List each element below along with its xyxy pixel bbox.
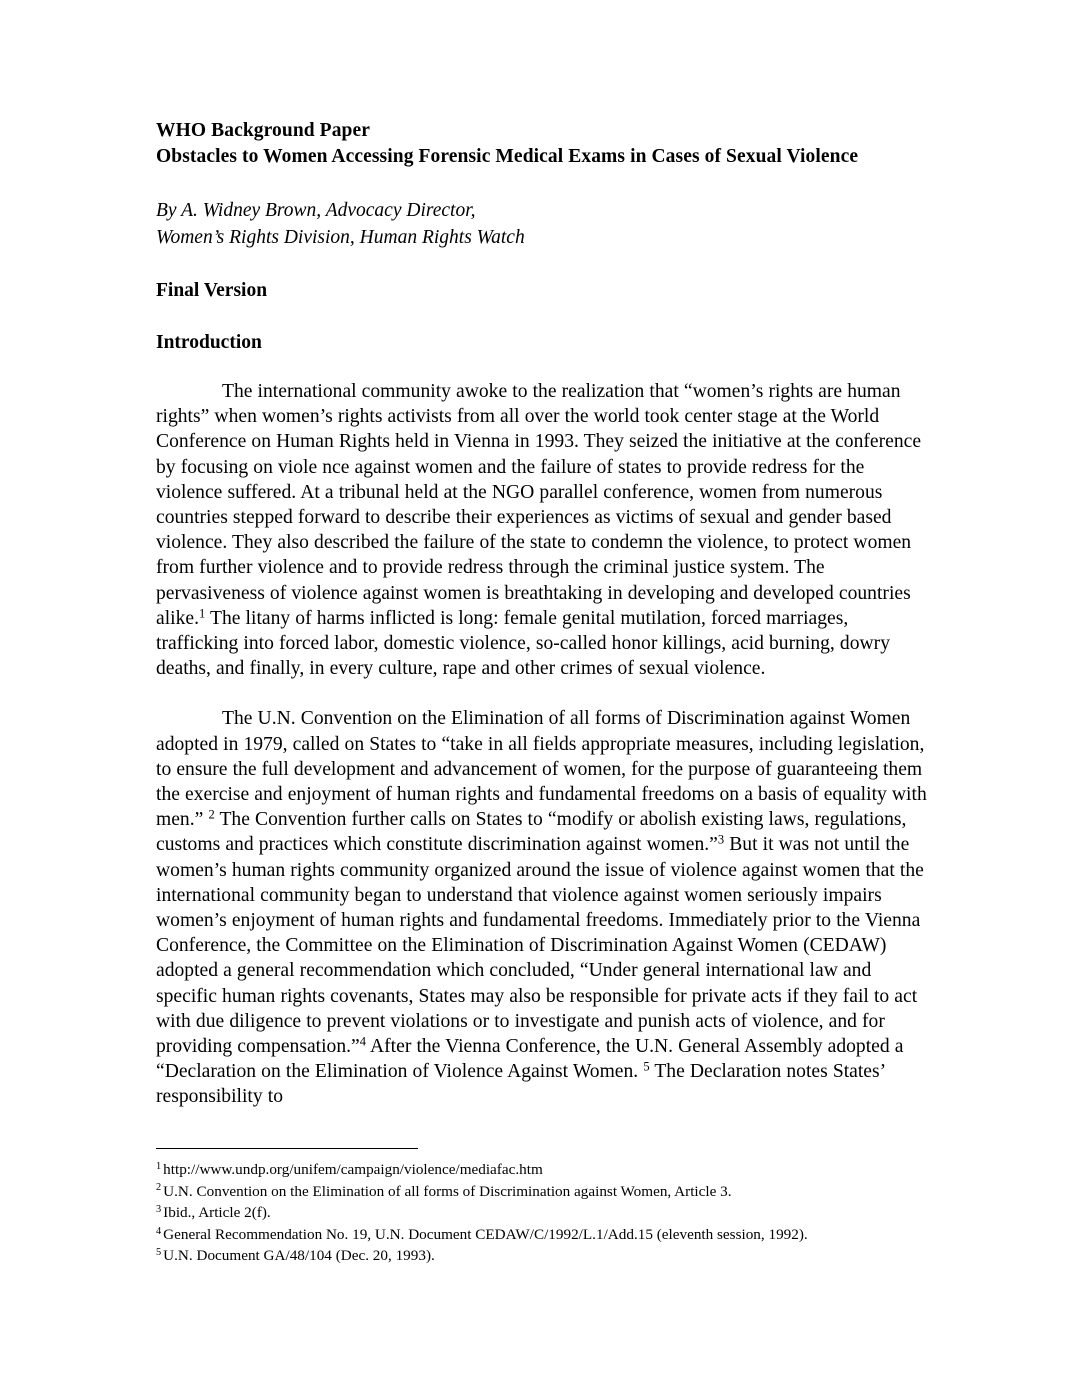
footnote-marker-1: 1 xyxy=(156,1160,162,1172)
footnote-separator-rule xyxy=(156,1148,418,1149)
spacer-after-heading xyxy=(156,356,942,379)
footnote-text: U.N. Document GA/48/104 (Dec. 20, 1993). xyxy=(163,1247,435,1265)
body-paragraph-2: The U.N. Convention on the Elimination of all forms of Discrimination against Women adopted in 1979, called on States to “take in all fields appropriate measures, including legislation, to ensure the full development and advancement of women, for the purpose of guaranteeing them the exercise and enjoyment of human rights and fundamental freedoms on a basis of equality with men.” $^2$ The Convention further calls on States to “modify or abolish existing laws, regulations, customs and practices which constitute discrimination against women.”$^3$ But it was not until the women’s human rights community organized around the issue of violence against women that the international community began to understand that violence against women seriously impairs women’s enjoyment of human rights and fundamental freedoms. Immediately prior to the Vienna Conference, the Committee on the Elimination of Discrimination Against Women (CEDAW) adopted a general recommendation which concluded, “Under general international law and specific human rights covenants, States may also be responsible for private acts if they fail to act with due diligence to prevent violations or to investigate and punish acts of violence, and for providing compensation.”$^4$ After the Vienna Conference, the U.N. General Assembly adopted a “Declaration on the Elimination of Violence Against Women. $^5$ The Declaration notes States’ responsibility to xyxy=(156,708,927,1108)
byline-line-2: Women’s Rights Division, Human Rights Watch xyxy=(156,227,525,248)
footnote-reference-3[interactable]: 3 xyxy=(717,832,725,847)
document-version-label: Final Version xyxy=(156,280,268,301)
paragraph-spacer xyxy=(156,681,942,706)
footnote-marker-5: 5 xyxy=(156,1247,162,1259)
footnote-text: Ibid., Article 2(f). xyxy=(163,1204,271,1222)
title-line-1: WHO Background Paper xyxy=(156,120,370,141)
footnotes-section xyxy=(156,1148,956,1267)
footnote-item-2 xyxy=(156,1181,956,1203)
byline-line-1: By A. Widney Brown, Advocacy Director, xyxy=(156,200,476,221)
footnote-text: U.N. Convention on the Elimination of all forms of Discrimination against Women, Article 3. xyxy=(163,1182,732,1200)
footnote-item-1 xyxy=(156,1159,956,1181)
section-heading-introduction: Introduction xyxy=(156,332,262,353)
footnote-text: General Recommendation No. 19, U.N. Document CEDAW/C/1992/L.1/Add.15 (eleventh session, 1992). xyxy=(163,1225,808,1243)
footnote-marker-2: 2 xyxy=(156,1182,162,1194)
footnote-text: http://www.undp.org/unifem/campaign/violence/mediafac.htm xyxy=(163,1161,543,1178)
document-title xyxy=(156,118,942,170)
footnote-item-4 xyxy=(156,1224,956,1246)
footnote-item-3 xyxy=(156,1202,956,1224)
footnote-reference-4[interactable]: 4 xyxy=(359,1034,366,1049)
body-paragraph-1: The international community awoke to the realization that “women’s rights are human rights” when women’s rights activists from all over the world took center stage at the World Conference on Human Rights held in Vienna in 1993. They seized the initiative at the conference by focusing on viole nce against women and the failure of states to provide redress for the violence suffered. At a tribunal held at the NGO parallel conference, women from numerous countries stepped forward to describe their experiences as victims of sexual and gender based violence. They also described the failure of the state to condemn the violence, to protect women from further violence and to provide redress through the criminal justice system. The pervasiveness of violence against women is breathtaking in developing and developed countries alike.$^1$ The litany of harms inflicted is long: female genital mutilation, forced marriages, trafficking into forced labor, domestic violence, so-called honor killings, acid burning, dowry deaths, and finally, in every culture, rape and other crimes of sexual violence. xyxy=(156,381,922,680)
footnote-marker-4: 4 xyxy=(156,1225,162,1237)
document-byline xyxy=(156,197,942,251)
footnote-list xyxy=(156,1159,956,1267)
footnote-item-5 xyxy=(156,1245,956,1267)
title-line-2: Obstacles to Women Accessing Forensic Medical Exams in Cases of Sexual Violence xyxy=(156,146,859,167)
footnote-marker-3: 3 xyxy=(156,1204,162,1216)
footnote-reference-5[interactable]: 5 xyxy=(643,1059,650,1074)
footnote-reference-1[interactable]: 1 xyxy=(198,606,206,621)
footnote-reference-2[interactable]: 2 xyxy=(208,807,215,822)
